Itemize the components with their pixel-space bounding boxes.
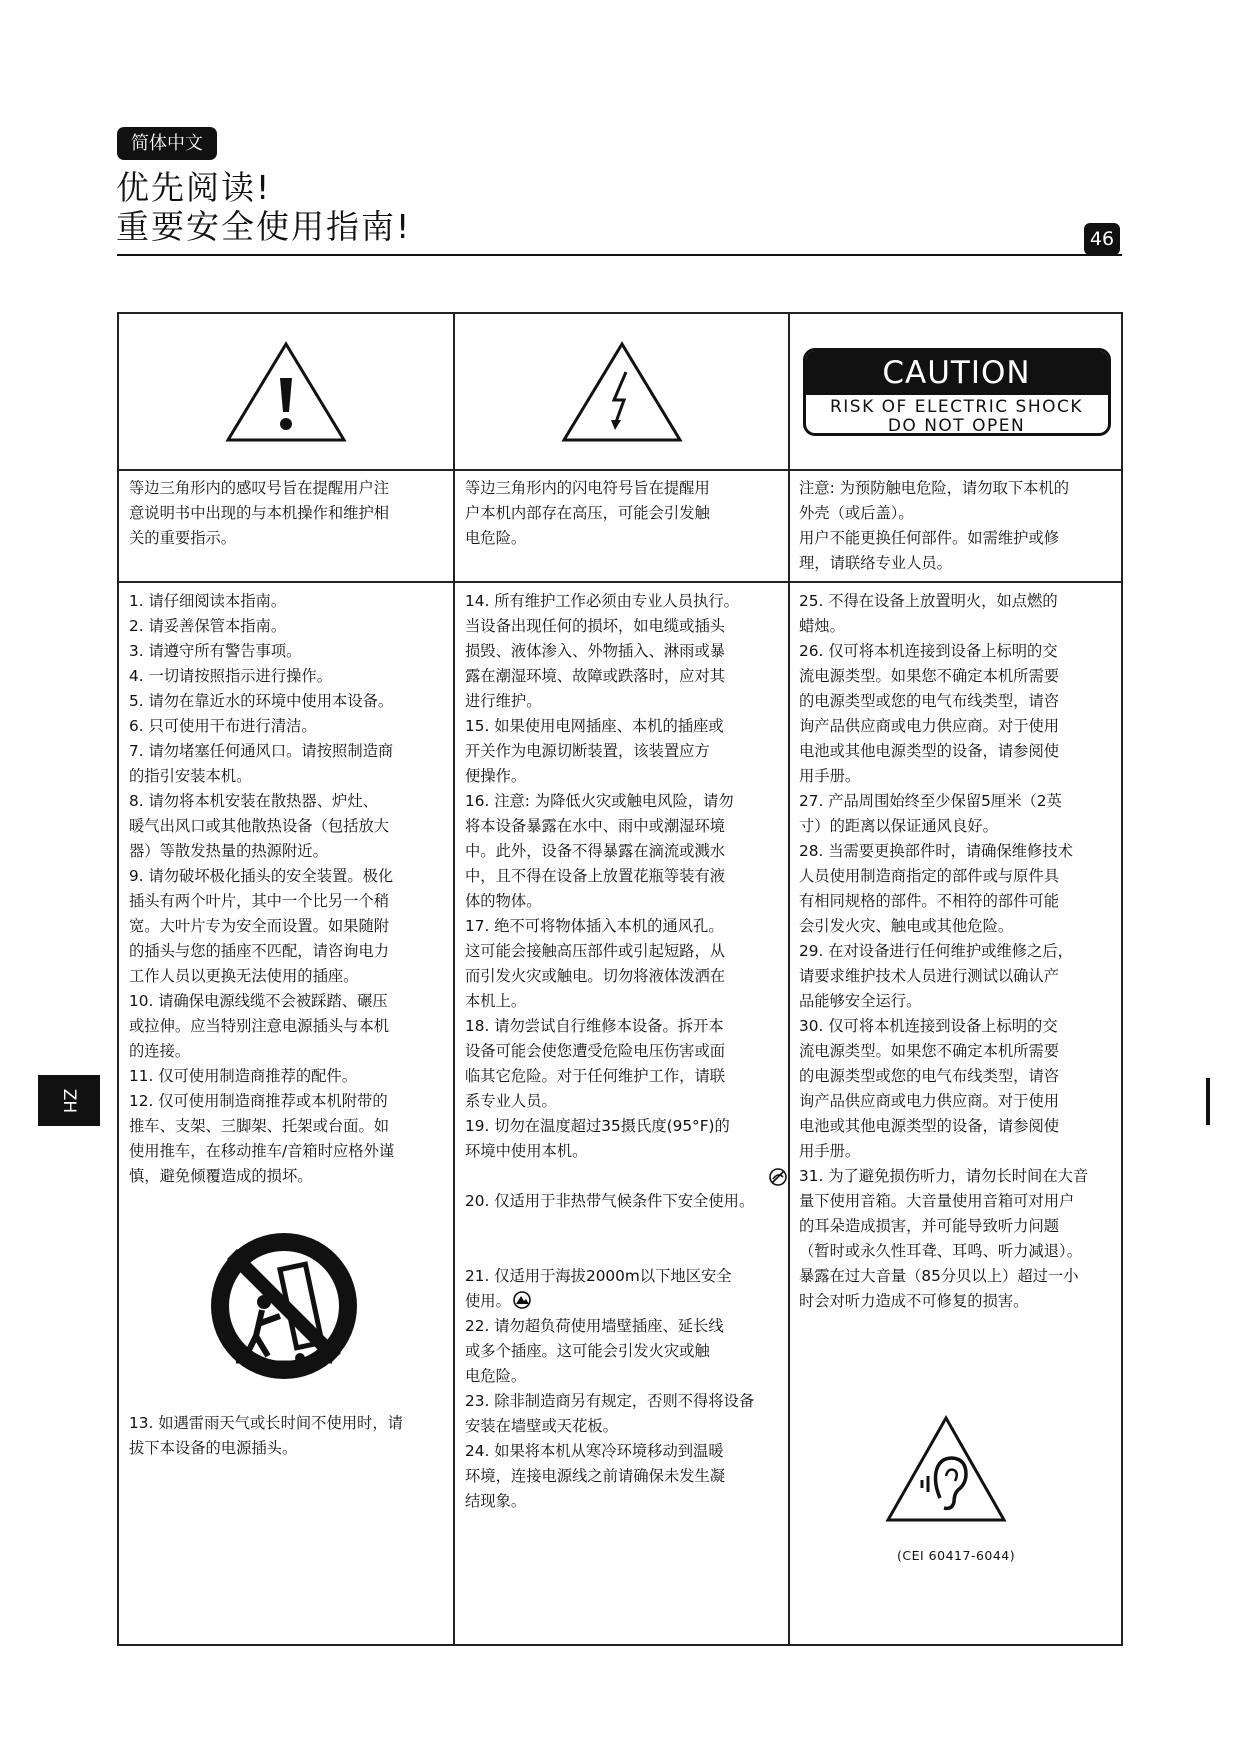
lightning-triangle-icon [560, 340, 684, 444]
language-side-tab [38, 1075, 100, 1126]
instruction-item: 27. 产品周围始终至少保留5厘米（2英 寸）的距离以保证通风良好。 [799, 792, 1062, 835]
safety-table [117, 312, 1123, 1646]
instruction-item: 23. 除非制造商另有规定，否则不得将设备 安装在墙壁或天花板。 [465, 1392, 755, 1435]
instruction-item: 19. 切勿在温度超过35摄氏度(95°F)的 环境中使用本机。 [465, 1117, 730, 1160]
instruction-item: 7. 请勿堵塞任何通风口。请按照制造商 的指引安装本机。 [129, 742, 394, 785]
instruction-item: 4. 一切请按照指示进行操作。 [129, 667, 333, 685]
lightning-warning-cell [455, 314, 788, 470]
caption-exclamation [129, 476, 447, 551]
caution-risk-text: RISK OF ELECTRIC SHOCK [829, 397, 1083, 417]
caution-label [803, 348, 1111, 436]
instruction-13 [129, 1411, 449, 1461]
altitude-limit-icon [513, 1291, 531, 1309]
instructions-column-2 [465, 589, 785, 1514]
instruction-item: 11. 仅可使用制造商推荐的配件。 [129, 1067, 358, 1085]
instruction-item: 18. 请勿尝试自行维修本设备。拆开本 设备可能会使您遭受危险电压伤害或面 临其它危险。对于任何维护工作，请联 系专业人员。 [465, 1017, 726, 1110]
exclamation-triangle-icon [224, 340, 348, 444]
instruction-item: 16. 注意: 为降低火灾或触电风险，请勿 将本设备暴露在水中、雨中或潮湿环境 中。此外，设备不得暴露在滴流或溅水 中，且不得在设备上放置花瓶等装有液 体的物体。 [465, 792, 734, 910]
caption-lightning [465, 476, 783, 551]
instruction-item [465, 1164, 785, 1239]
instruction-item: 6. 只可使用干布进行清洁。 [129, 717, 317, 735]
instruction-item: 3. 请遵守所有警告事项。 [129, 642, 302, 660]
cart-tipover-warning-icon [202, 1224, 366, 1388]
hearing-symbol-label: (CEI 60417-6044) [897, 1548, 1016, 1563]
hearing-damage-warning-icon [884, 1414, 1008, 1526]
instruction-item: 30. 仅可将本机连接到设备上标明的交 流电源类型。如果您不确定本机所需要 的电源类型或您的电气布线类型，请咨 询产品供应商或电力供应商。对于使用 电池或其他电源类型的设备，请参阅使 用手册。 [799, 1017, 1060, 1160]
instruction-item: 24. 如果将本机从寒冷环境移动到温暖 环境，连接电源线之前请确保未发生凝 结现象。 [465, 1442, 726, 1510]
instruction-item: 1. 请仔细阅读本指南。 [129, 592, 287, 610]
instruction-item: 31. 为了避免损伤听力，请勿长时间在大音 量下使用音箱。大音量使用音箱可对用户 的耳朵造成损害，并可能导致听力问题 （暂时或永久性耳聋、耳鸣、听力减退）。 暴露在过大音量（85分贝以上）超过一小 时会对听力造成不可修复的损害。 [799, 1167, 1089, 1310]
instruction-text: 20. 仅适用于非热带气候条件下安全使用。 [465, 1192, 755, 1210]
instruction-item: 26. 仅可将本机连接到设备上标明的交 流电源类型。如果您不确定本机所需要 的电源类型或您的电气布线类型，请咨 询产品供应商或电力供应商。对于使用 电池或其他电源类型的设备，请参阅使 用手册。 [799, 642, 1060, 785]
side-tab-text: ZH [59, 1088, 79, 1113]
row-divider [119, 581, 1121, 583]
column-divider [788, 314, 790, 1644]
column-divider [453, 314, 455, 1644]
instruction-item: 10. 请确保电源线缆不会被踩踏、碾压 或拉伸。应当特别注意电源插头与本机 的连接。 [129, 992, 390, 1060]
instruction-item: 28. 当需要更换部件时，请确保维修技术 人员使用制造商指定的部件或与原件具 有相同规格的部件。不相符的部件可能 会引发火灾、触电或其他危险。 [799, 842, 1073, 935]
caption-text: 等边三角形内的闪电符号旨在提醒用 户本机内部存在高压，可能会引发触 电危险。 [465, 479, 710, 547]
instructions-column-3 [799, 589, 1121, 1314]
instruction-item: 25. 不得在设备上放置明火，如点燃的 蜡烛。 [799, 592, 1058, 635]
instruction-item: 5. 请勿在靠近水的环境中使用本设备。 [129, 692, 394, 710]
instruction-item [465, 1239, 785, 1314]
title-line-1: 优先阅读! [116, 168, 272, 207]
instruction-item: 9. 请勿破坏极化插头的安全装置。极化 插头有两个叶片，其中一个比另一个稍 宽。大叶片专为安全而设置。如果随附 的插头与您的插座不匹配，请咨询电力 工作人员以更换无法使用的插座。 [129, 867, 394, 985]
instruction-item: 29. 在对设备进行任何维护或维修之后， 请要求维护技术人员进行测试以确认产 品能够安全运行。 [799, 942, 1073, 1010]
page-number: 46 [1084, 223, 1120, 255]
instruction-item: 12. 仅可使用制造商推荐或本机附带的 推车、支架、三脚架、托架或台面。如 使用推车，在移动推车/音箱时应格外谨 慎，避免倾覆造成的损坏。 [129, 1092, 395, 1185]
header-divider [117, 254, 1122, 256]
instruction-item: 22. 请勿超负荷使用墙壁插座、延长线 或多个插座。这可能会引发火灾或触 电危险。 [465, 1317, 724, 1385]
caption-text: 等边三角形内的感叹号旨在提醒用户注 意说明书中出现的与本机操作和维护相 关的重要指示。 [129, 479, 390, 547]
page-title [116, 168, 411, 246]
language-badge: 简体中文 [117, 127, 217, 160]
instruction-item: 17. 绝不可将物体插入本机的通风孔。 这可能会接触高压部件或引起短路，从 而引发火灾或触电。切勿将液体泼洒在 本机上。 [465, 917, 726, 1010]
instruction-item: 2. 请妥善保管本指南。 [129, 617, 287, 635]
title-line-2: 重要安全使用指南! [116, 207, 412, 246]
instructions-column-1 [129, 589, 449, 1189]
side-edge-mark [1206, 1078, 1210, 1125]
caution-label-cell [790, 314, 1123, 470]
exclamation-warning-cell [119, 314, 453, 470]
instruction-text: 21. 仅适用于海拔2000m以下地区安全 使用。 [465, 1267, 732, 1310]
caution-title: CAUTION [806, 351, 1108, 395]
instruction-item: 13. 如遇雷雨天气或长时间不使用时，请 拔下本设备的电源插头。 [129, 1414, 403, 1457]
caution-open-text: DO NOT OPEN [887, 416, 1026, 436]
caption-caution [799, 476, 1117, 576]
non-tropical-climate-icon [769, 1168, 787, 1186]
caption-text: 注意: 为预防触电危险，请勿取下本机的 外壳（或后盖）。 用户不能更换任何部件。如需维护或修 理，请联络专业人员。 [799, 479, 1070, 572]
instruction-item: 14. 所有维护工作必须由专业人员执行。 当设备出现任何的损坏，如电缆或插头 损毁、液体渗入、外物插入、淋雨或暴 露在潮湿环境、故障或跌落时，应对其 进行维护。 [465, 592, 739, 710]
instruction-item: 15. 如果使用电网插座、本机的插座或 开关作为电源切断装置，该装置应方 便操作。 [465, 717, 724, 785]
instruction-item: 8. 请勿将本机安装在散热器、炉灶、 暖气出风口或其他散热设备（包括放大 器）等散发热量的热源附近。 [129, 792, 390, 860]
